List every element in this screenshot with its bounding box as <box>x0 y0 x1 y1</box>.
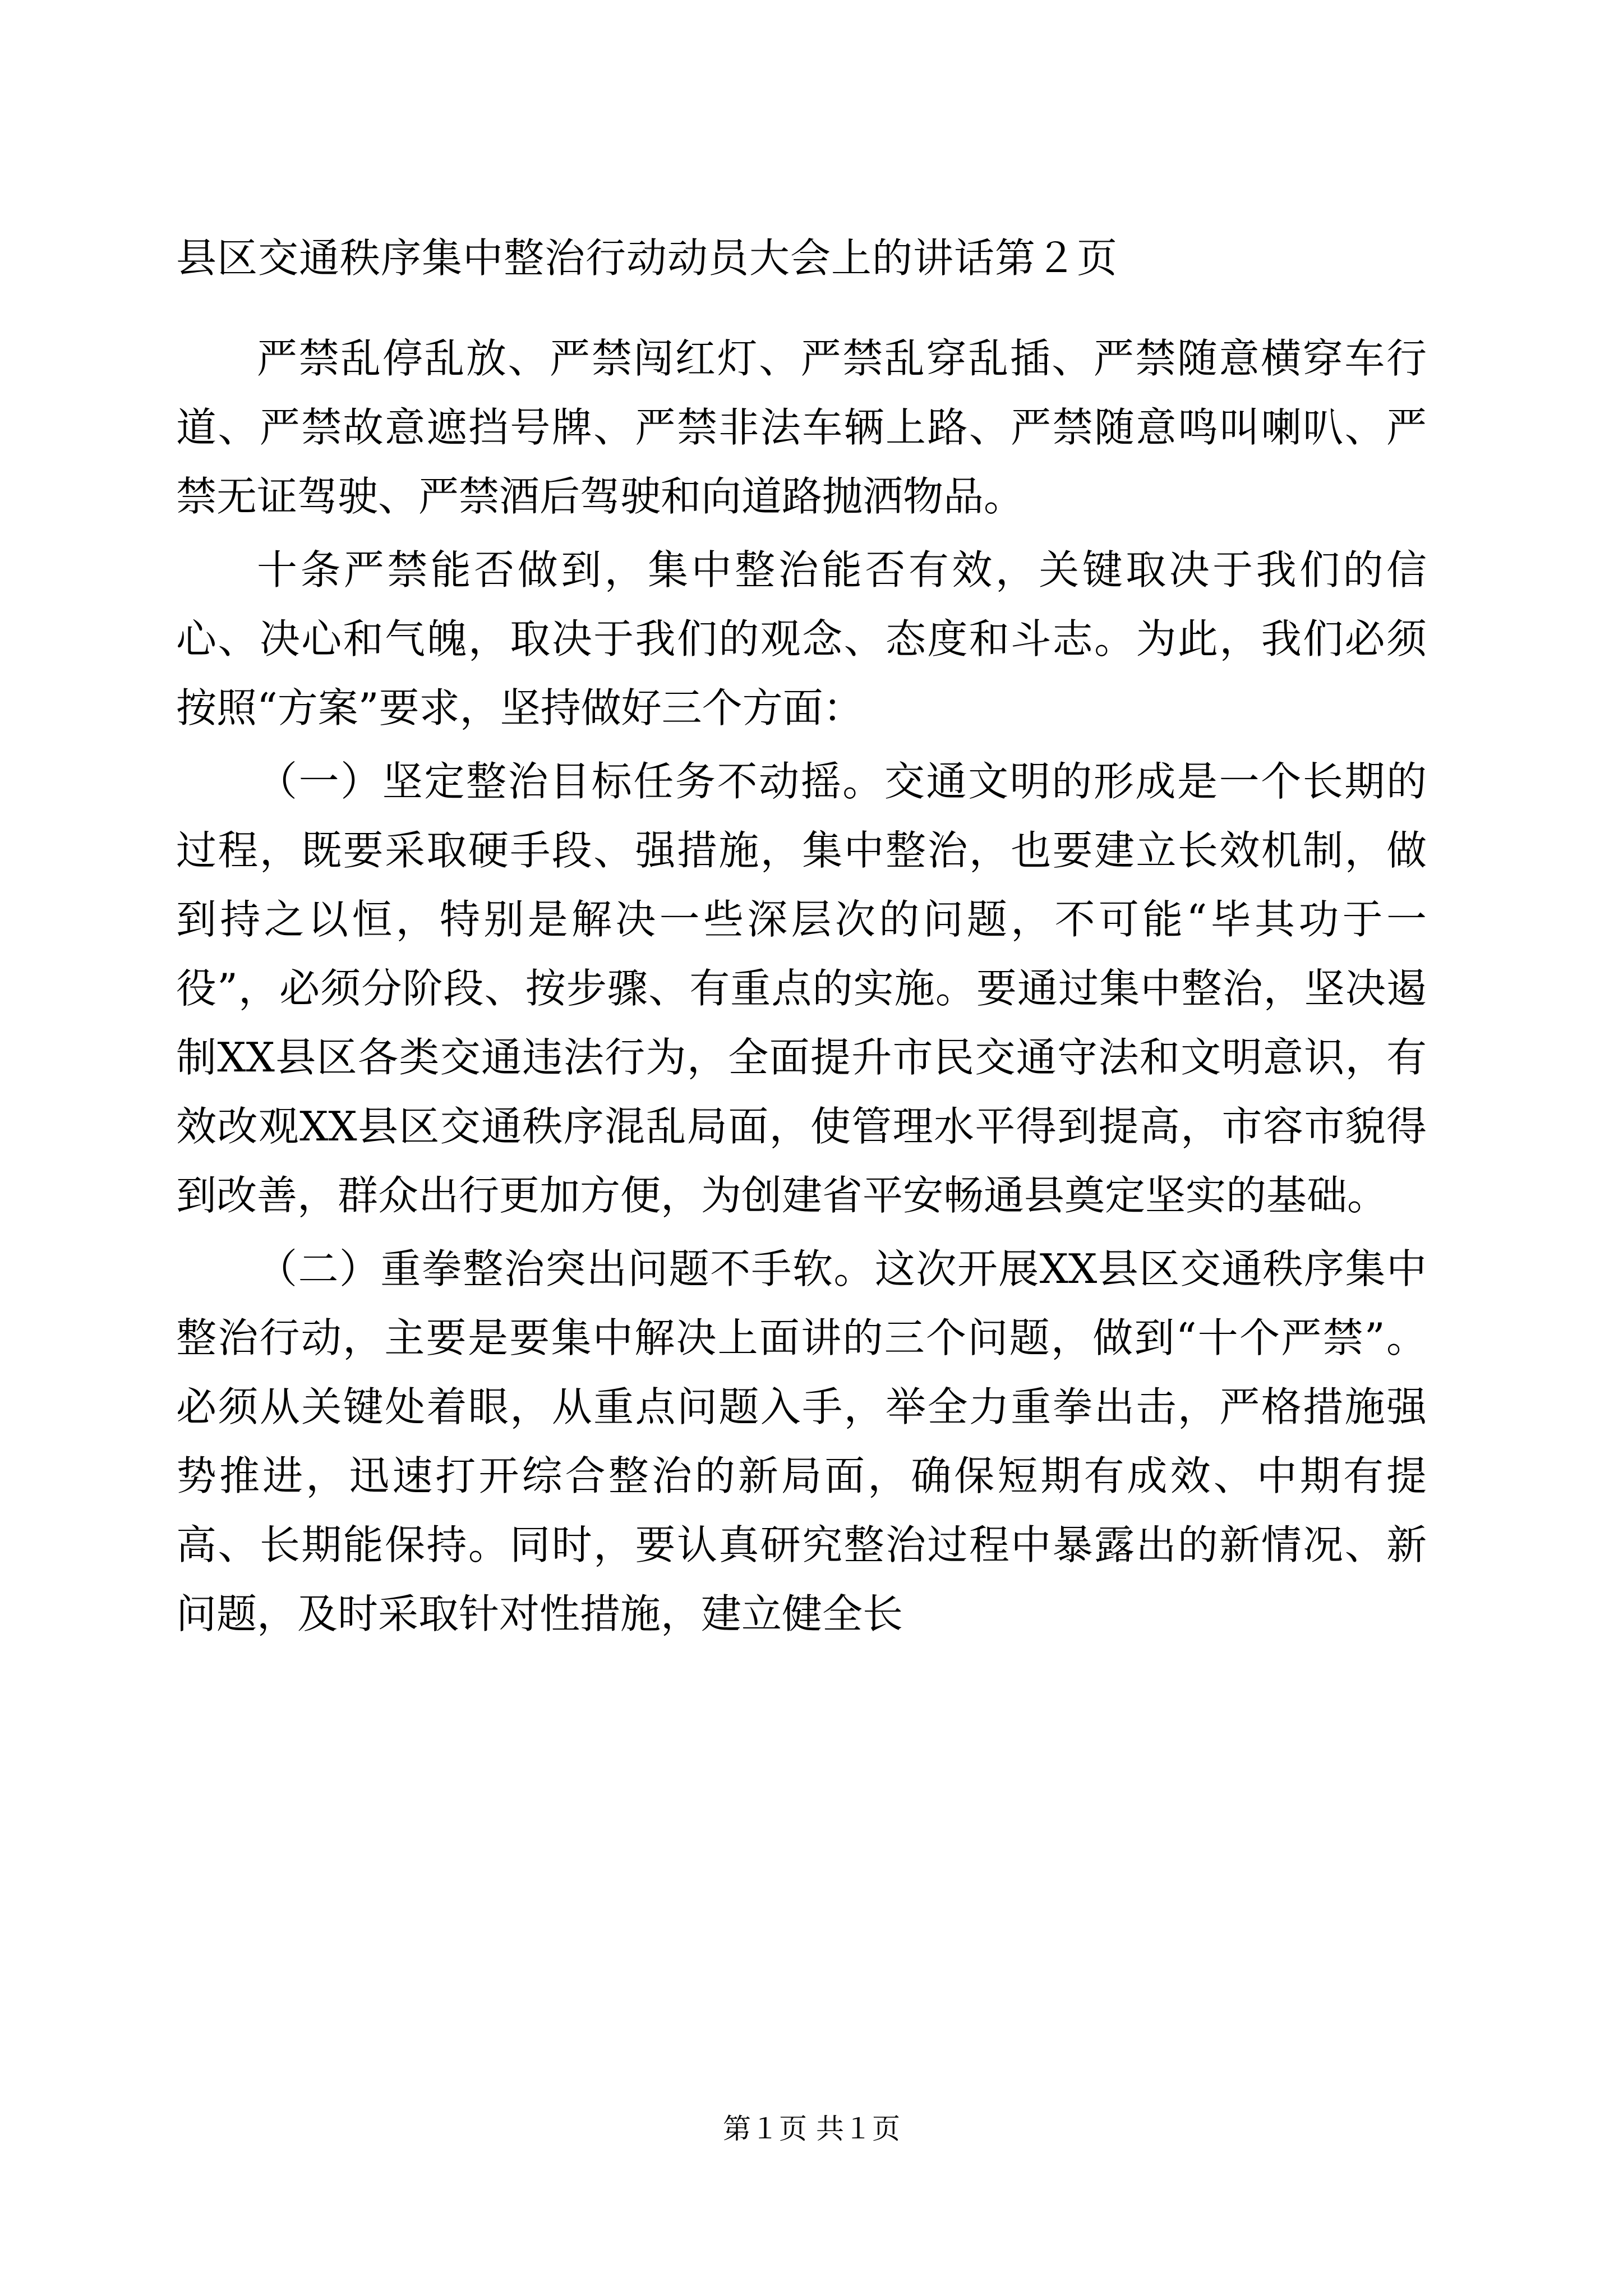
paragraph-prohibitions: 严禁乱停乱放、严禁闯红灯、严禁乱穿乱插、严禁随意横穿车行道、严禁故意遮挡号牌、严禁非法车辆上路、严禁随意鸣叫喇叭、严禁无证驾驶、严禁酒后驾驶和向道路抛洒物品。 <box>176 335 1427 520</box>
paragraph-section-one: （一）坚定整治目标任务不动摇。交通文明的形成是一个长期的过程，既要采取硬手段、强措施，集中整治，也要建立长效机制，做到持之以恒，特别是解决一些深层次的问题，不可能“毕其功于一役”，必须分阶段、按步骤、有重点的实施。要通过集中整治，坚决遏制XX县区各类交通违法行为，全面提升市民交通守法和文明意识，有效改观XX县区交通秩序混乱局面，使管理水平得到提高，市容市貌得到改善，群众出行更加方便，为创建省平安畅通县奠定坚实的基础。 <box>176 758 1427 1219</box>
document-body <box>176 324 1427 1653</box>
page-footer: 第１页 共１页 <box>723 2113 900 2145</box>
paragraph-section-two: （二）重拳整治突出问题不手软。这次开展XX县区交通秩序集中整治行动，主要是要集中解决上面讲的三个问题，做到“十个严禁”。必须从关键处着眼，从重点问题入手，举全力重拳出击，严格措施强势推进，迅速打开综合整治的新局面，确保短期有成效、中期有提高、长期能保持。同时，要认真研究整治过程中暴露出的新情况、新问题，及时采取针对性措施，建立健全长 <box>176 1245 1427 1637</box>
document-title: 县区交通秩序集中整治行动动员大会上的讲话第２页 <box>176 234 1118 282</box>
paragraph-ten-prohibitions: 十条严禁能否做到，集中整治能否有效，关键取决于我们的信心、决心和气魄，取决于我们的观念、态度和斗志。为此，我们必须按照“方案”要求，坚持做好三个方面： <box>176 546 1427 731</box>
